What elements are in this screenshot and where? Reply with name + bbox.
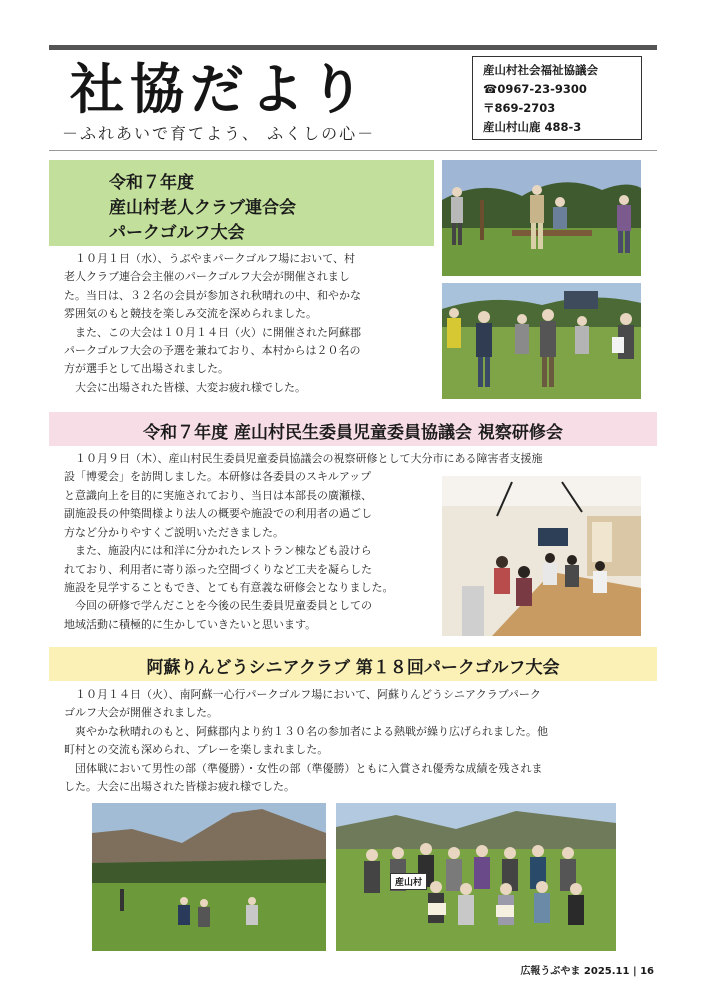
article2-line: れており、利用者に寄り添った空間づくりなど工夫を凝らした [64,562,372,576]
org-name: 産山村社会福祉協議会 [483,63,598,77]
article2-line: また、施設内には和洋に分かれたレストラン棟なども設けら [64,544,372,558]
footer-issue: 広報うぶやま 2025.11 | 16 [520,966,654,977]
team-sign: 産山村 [390,873,427,890]
article2-line: 地域活動に積極的に生かしていきたいと思います。 [64,617,317,631]
article2-title: 令和７年度 産山村民生委員児童委員協議会 視察研修会 [143,423,563,443]
article1-line: た。当日は、３２名の会員が参加され秋晴れの中、和やかな [64,288,361,302]
article1-line: また、この大会は１０月１４日（火）に開催された阿蘇郡 [64,325,361,339]
photo-facility-visit [442,476,641,636]
article3-line: ゴルフ大会が開催されました。 [64,706,218,720]
article1-line: 方が選手として出場されました。 [64,362,229,376]
article3-line: 爽やかな秋晴れのもと、阿蘇郡内より約１３０名の参加者による熱戦が繰り広げられました。他 [64,724,548,738]
article1-line: 大会に出場された皆様、大変お疲れ様でした。 [64,380,306,394]
article2-line: 副施設長の仲築間様より法人の概要や施設での利用者の過ごし [64,507,372,521]
article1-heading [49,160,434,246]
article1-title-line2: 産山村老人クラブ連合会 [109,198,296,218]
article1-body [64,250,361,397]
masthead-top-rule [49,45,657,50]
article3-line: １０月１４日（火）、南阿蘇一心行パークゴルフ場において、阿蘇りんどうシニアクラブパーク [64,688,541,701]
article3-title: 阿蘇りんどうシニアクラブ 第１８回パークゴルフ大会 [146,658,560,678]
article2-body [64,487,394,634]
article2-line: と意識向上を目的に実施されており、当日は本部長の廣瀬様、 [64,489,372,502]
org-address: 産山村山鹿 488-3 [483,120,582,134]
article3-line: 団体戦において男性の部（準優勝）・女性の部（準優勝）ともに入賞され優秀な成績を残されま [64,761,543,775]
article2-line: 施設を見学することもでき、とても有意義な研修会となりました。 [64,581,394,595]
photo-team-group [336,803,616,951]
masthead-subtitle: －ふれあいで育てよう、 ふくしの心－ [62,124,376,143]
article3-line: 町村との交流も深められ、プレーを楽しまれました。 [64,743,329,757]
article3-body [64,686,548,796]
article1-line: 老人クラブ連合会主催のパークゴルフ大会が開催されまし [64,270,350,284]
org-postal: 〒869-2703 [483,101,556,115]
article2-line: 今回の研修で学んだことを今後の民生委員児童委員としての [64,599,372,613]
article2-line: １０月９日（木）、産山村民生委員児童委員協議会の視察研修として大分市にある障害者支援施 [64,452,543,465]
photo-park-golf-group [442,283,641,399]
masthead-title: 社協だより [70,57,370,121]
contact-box [472,56,642,140]
article2-line: 設「博愛会」を訪問しました。本研修は各委員のスキルアップ [64,470,372,484]
org-phone: ☎0967-23-9300 [483,82,587,96]
article2-heading [49,412,657,446]
article3-line: した。大会に出場された皆様お疲れ様でした。 [64,780,295,794]
photo-park-golf-course [92,803,326,951]
masthead-rule [49,150,657,151]
article1-line: １０月１日（水）、うぶやまパークゴルフ場において、村 [64,252,356,265]
article1-line: 雰囲気のもと競技を楽しみ交流を深められました。 [64,307,317,321]
article1-title-line3: パークゴルフ大会 [109,223,245,243]
article2-line: 方など分かりやすくご説明いただきました。 [64,525,284,539]
article1-line: パークゴルフ大会の予選を兼ねており、本村からは２０名の [64,344,361,358]
article3-heading [49,647,657,681]
article1-title-line1: 令和７年度 [109,173,194,193]
photo-park-golf-players [442,160,641,276]
